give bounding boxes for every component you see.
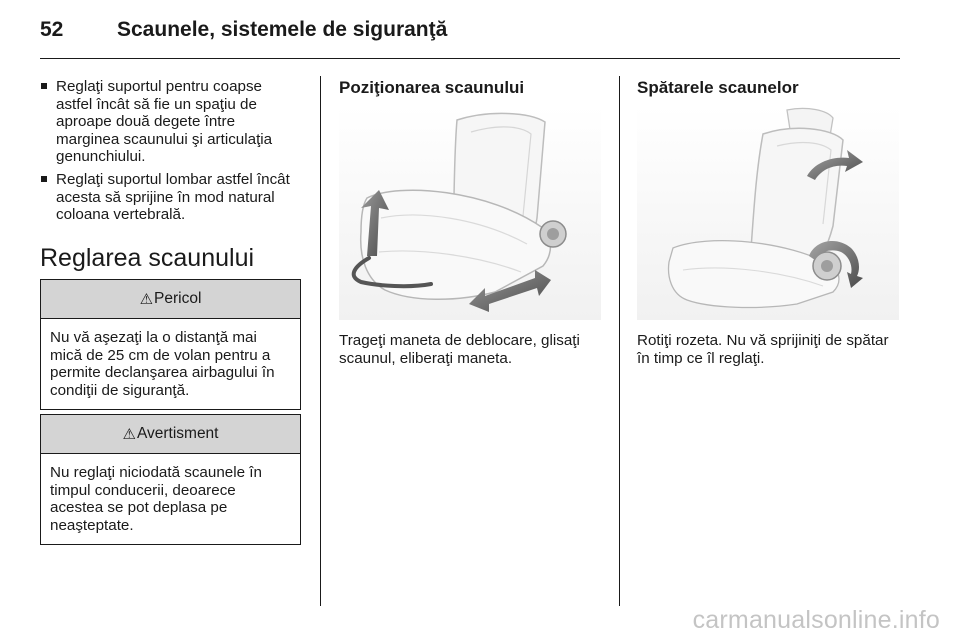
header-rule bbox=[40, 58, 900, 59]
page-title: Scaunele, sistemele de siguranţă bbox=[117, 18, 448, 41]
bullet-square-icon bbox=[41, 176, 47, 182]
warning-triangle-icon: ⚠ bbox=[139, 291, 154, 308]
section-title: Reglarea scaunului bbox=[40, 244, 255, 272]
column-divider-2 bbox=[619, 76, 620, 606]
warning-notice bbox=[40, 414, 301, 545]
page-number: 52 bbox=[40, 18, 64, 41]
bullet-item bbox=[40, 171, 302, 224]
seat-position-caption: Trageţi maneta de deblocare, glisaţi scaunul, eliberaţi maneta. bbox=[339, 332, 580, 367]
warning-notice-title: Avertisment bbox=[136, 425, 219, 442]
warning-notice-header bbox=[41, 415, 300, 454]
danger-notice-title: Pericol bbox=[154, 290, 202, 307]
danger-notice bbox=[40, 279, 301, 410]
backrest-caption: Rotiţi rozeta. Nu vă sprijiniţi de spătar în timp ce îl reglaţi. bbox=[637, 332, 889, 367]
seat-position-illustration bbox=[339, 106, 601, 320]
warning-notice-text: Nu reglaţi niciodată scaunele în timpul conducerii, deoarece acestea se pot deplasa pe neaşteptate. bbox=[50, 464, 262, 534]
warning-triangle-icon: ⚠ bbox=[122, 426, 136, 443]
backrest-illustration bbox=[637, 106, 899, 320]
bullet-text: Reglaţi suportul pentru coapse astfel încât să fie un spaţiu de aproape două degete între marginea scaunului şi articulaţia genunchiului. bbox=[56, 78, 273, 166]
seat-position-title: Poziţionarea scaunului bbox=[339, 78, 525, 97]
danger-notice-header bbox=[41, 280, 300, 319]
column-divider-1 bbox=[320, 76, 321, 606]
danger-notice-text: Nu vă aşezaţi la o distanţă mai mică de 25 cm de volan pentru a permite declanşarea airbagului în condiţii de siguranţă. bbox=[50, 329, 275, 399]
watermark: carmanualsonline.info bbox=[692, 606, 940, 634]
backrest-title: Spătarele scaunelor bbox=[637, 78, 799, 97]
bullet-item bbox=[40, 78, 302, 166]
bullet-list bbox=[40, 78, 302, 224]
recline-knob bbox=[540, 221, 566, 247]
bullet-square-icon bbox=[41, 83, 47, 89]
bullet-text: Reglaţi suportul lombar astfel încât acesta să sprijine în mod natural coloana vertebrală. bbox=[56, 170, 290, 224]
column-left bbox=[40, 78, 302, 229]
